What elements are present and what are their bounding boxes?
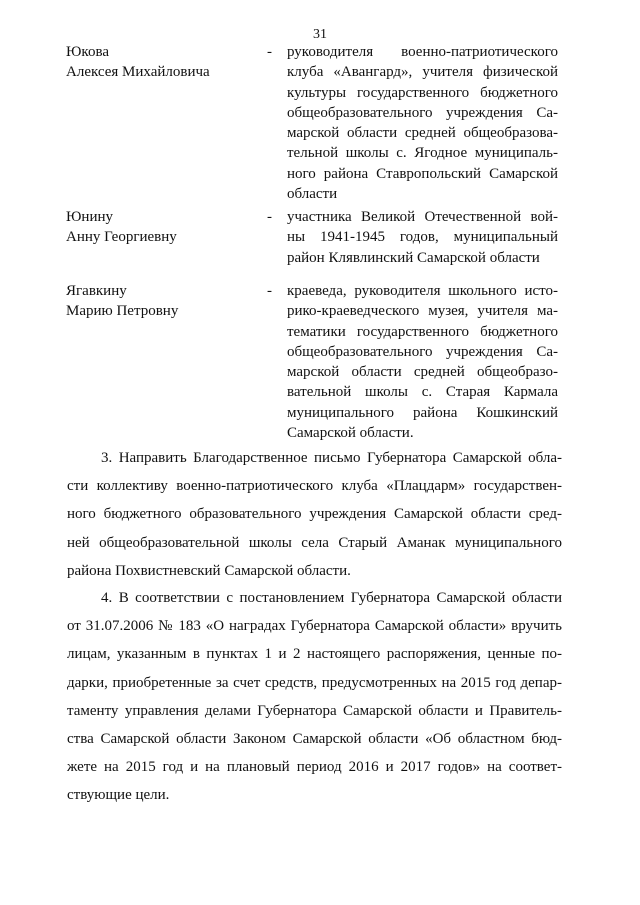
- desc-line: марской области средней общеобразо-: [287, 364, 558, 381]
- name-line: Ягавкину: [66, 283, 127, 299]
- desc-line: рико-краеведческого музея, учителя ма-: [287, 303, 558, 320]
- desc-line: ны 1941-1945 годов, муниципальный: [287, 229, 558, 246]
- paragraph-line: ного бюджетного образовательного учреждения Самарской области сред-: [67, 506, 562, 523]
- paragraph-item-4: [67, 584, 562, 810]
- paragraph-line: таменту управления делами Губернатора Самарской области и Правитель-: [67, 702, 562, 719]
- paragraph-line: района Похвистневский Самарской области.: [67, 562, 351, 579]
- name-line: Марию Петровну: [66, 303, 179, 320]
- paragraph-item-3: [67, 444, 562, 585]
- paragraph-line: 3. Направить Благодарственное письмо Губернатора Самарской обла-: [101, 450, 562, 466]
- recipient-name: [66, 42, 256, 83]
- desc-line: тематики государственного бюджетного: [287, 323, 558, 340]
- desc-line: муниципального района Кошкинский: [287, 404, 558, 421]
- desc-line: области: [287, 186, 338, 203]
- desc-line: общеобразовательного учреждения Са-: [287, 343, 558, 360]
- name-line: Анну Георгиевну: [66, 229, 177, 246]
- paragraph-line: ствующие цели.: [67, 787, 170, 804]
- desc-line: марской области средней общеобразова-: [287, 125, 558, 142]
- paragraph-line: дарки, приобретенные за счет средств, предусмотренных на 2015 год депар-: [67, 674, 562, 691]
- desc-line: клуба «Авангард», учителя физической: [287, 64, 558, 81]
- paragraph-line: от 31.07.2006 № 183 «О наградах Губернатора Самарской области» вручить: [67, 618, 562, 635]
- desc-line: краеведа, руководителя школьного исто-: [287, 283, 558, 299]
- name-line: Юкова: [66, 44, 109, 60]
- page-number: 31: [313, 27, 327, 42]
- desc-line: руководителя военно-патриотического: [287, 44, 558, 60]
- recipient-name: [66, 207, 256, 248]
- desc-line: участника Великой Отечественной вой-: [287, 209, 558, 225]
- paragraph-line: жете на 2015 год и на плановый период 2016 и 2017 годов» на соответ-: [67, 759, 562, 776]
- paragraph-line: 4. В соответствии с постановлением Губернатора Самарской области: [101, 590, 562, 606]
- desc-line: район Клявлинский Самарской области: [287, 249, 540, 266]
- recipient-description: [287, 281, 558, 443]
- entry-dash: -: [267, 209, 272, 225]
- desc-line: ного района Ставропольский Самарской: [287, 165, 558, 182]
- recipient-description: [287, 207, 558, 268]
- paragraph-line: сти коллективу военно-патриотического клуба «Плацдарм» государствен-: [67, 478, 562, 495]
- desc-line: тельной школы с. Ягодное муниципаль-: [287, 145, 558, 162]
- paragraph-line: ства Самарской области Законом Самарской области «Об областном бюд-: [67, 731, 562, 748]
- desc-line: Самарской области.: [287, 425, 414, 442]
- desc-line: вательной школы с. Старая Кармала: [287, 384, 558, 401]
- desc-line: культуры государственного бюджетного: [287, 84, 558, 101]
- name-line: Юнину: [66, 209, 113, 225]
- recipient-description: [287, 42, 558, 204]
- entry-dash: -: [267, 44, 272, 60]
- desc-line: общеобразовательного учреждения Са-: [287, 104, 558, 121]
- paragraph-line: лицам, указанным в пунктах 1 и 2 настоящего распоряжения, ценные по-: [67, 646, 562, 663]
- entry-dash: -: [267, 283, 272, 299]
- recipient-name: [66, 281, 256, 322]
- name-line: Алексея Михайловича: [66, 64, 210, 81]
- paragraph-line: ней общеобразовательной школы села Старый Аманак муниципального: [67, 534, 562, 551]
